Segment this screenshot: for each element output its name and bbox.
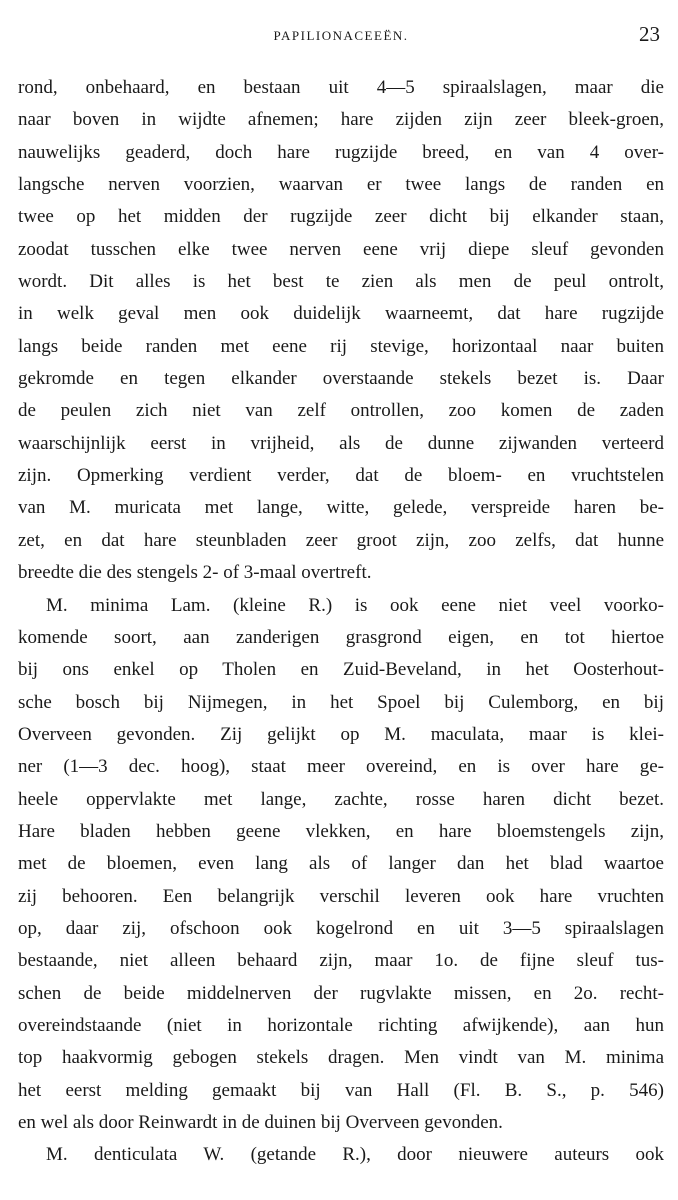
text-line: langs beide randen met eene rij stevige, horizontaal naar buiten xyxy=(18,335,664,357)
text-line: bestaande, niet alleen behaard zijn, maar 1o. de fijne sleuf tus- xyxy=(18,950,664,972)
text-line: waarschijnlijk eerst in vrijheid, als de dunne zijwanden verteerd xyxy=(18,432,664,454)
text-line: op, daar zij, ofschoon ook kogelrond en uit 3—5 spiraalslagen xyxy=(18,917,664,939)
text-line: de peulen zich niet van zelf ontrollen, zoo komen de zaden xyxy=(18,400,664,422)
page-header xyxy=(18,22,664,50)
text-line: rond, onbehaard, en bestaan uit 4—5 spiraalslagen, maar die xyxy=(18,77,664,98)
text-line: bij ons enkel op Tholen en Zuid-Beveland, in het Oosterhout- xyxy=(18,659,664,681)
text-line: Hare bladen hebben geene vlekken, en hare bloemstengels zijn, xyxy=(18,820,664,842)
page-number: 23 xyxy=(639,22,660,46)
text-line: zijn. Opmerking verdient verder, dat de bloem- en vruchtstelen xyxy=(18,465,664,487)
text-line: komende soort, aan zanderigen grasgrond eigen, en tot hiertoe xyxy=(18,626,664,648)
text-line: nauwelijks geaderd, doch hare rugzijde breed, en van 4 over- xyxy=(18,141,664,163)
text-line: en wel als door Reinwardt in de duinen bij Overveen gevonden. xyxy=(18,1112,503,1133)
text-line: top haakvormig gebogen stekels dragen. Men vindt van M. minima xyxy=(18,1047,664,1069)
text-line: ner (1—3 dec. hoog), staat meer overeind, en is over hare ge- xyxy=(18,756,664,778)
text-line: M. minima Lam. (kleine R.) is ook eene niet veel voorko- xyxy=(46,594,664,616)
text-line: het eerst melding gemaakt bij van Hall (Fl. B. S., p. 546) xyxy=(18,1079,664,1101)
text-line: wordt. Dit alles is het best te zien als men de peul ontrolt, xyxy=(18,271,664,293)
text-line: twee op het midden der rugzijde zeer dicht bij elkander staan, xyxy=(18,206,664,228)
text-line: schen de beide middelnerven der rugvlakte missen, en 2o. recht- xyxy=(18,982,664,1004)
text-line: gekromde en tegen elkander overstaande stekels bezet is. Daar xyxy=(18,368,664,390)
running-title: PAPILIONACEEËN. xyxy=(273,28,409,43)
text-line: met de bloemen, even lang als of langer dan het blad waartoe xyxy=(18,853,664,875)
text-line: Overveen gevonden. Zij gelijkt op M. maculata, maar is klei- xyxy=(18,723,664,745)
text-line: zet, en dat hare steunbladen zeer groot zijn, zoo zelfs, dat hunne xyxy=(18,529,664,551)
text-line: M. denticulata W. (getande R.), door nieuwere auteurs ook xyxy=(46,1144,664,1166)
text-line: naar boven in wijdte afnemen; hare zijden zijn zeer bleek-groen, xyxy=(18,109,664,131)
text-line: in welk geval men ook duidelijk waarneemt, dat hare rugzijde xyxy=(18,303,664,325)
text-line: overeindstaande (niet in horizontale richting afwijkende), aan hun xyxy=(18,1014,664,1036)
text-line: zij behooren. Een belangrijk verschil leveren ook hare vruchten xyxy=(18,885,664,907)
text-line: breedte die des stengels 2- of 3-maal overtreft. xyxy=(18,562,372,584)
text-line: zoodat tusschen elke twee nerven eene vrij diepe sleuf gevonden xyxy=(18,238,664,260)
body-text xyxy=(18,72,664,1172)
text-line: langsche nerven voorzien, waarvan er twee langs de randen en xyxy=(18,174,664,196)
text-line: sche bosch bij Nijmegen, in het Spoel bij Culemborg, en bij xyxy=(18,691,664,713)
text-line: van M. muricata met lange, witte, gelede, verspreide haren be- xyxy=(18,497,664,519)
text-line: heele oppervlakte met lange, zachte, rosse haren dicht bezet. xyxy=(18,788,664,810)
